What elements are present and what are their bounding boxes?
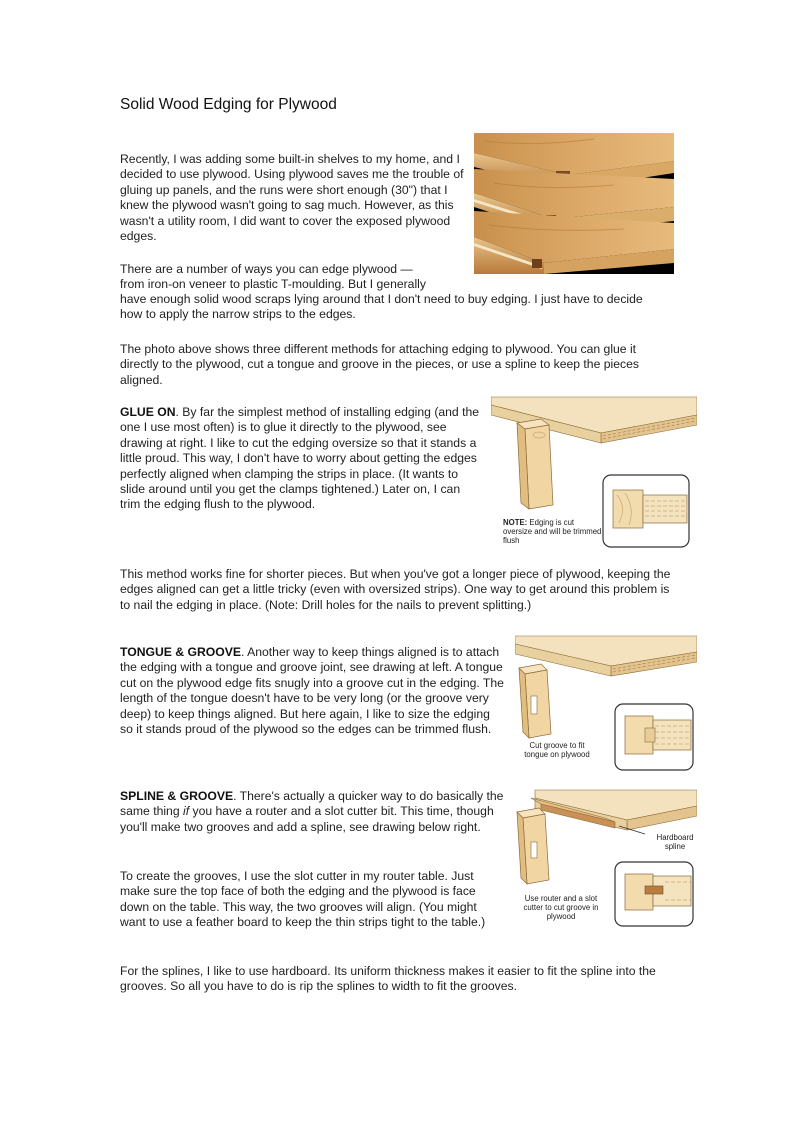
tongue-groove-caption: Cut groove to fit tongue on plywood: [524, 741, 590, 759]
tongue-groove-heading: TONGUE & GROOVE: [120, 645, 241, 659]
glue-on-heading: GLUE ON: [120, 405, 176, 419]
spline-groove-text-a: . There's actually a quicker way to do basically the same thing: [120, 789, 504, 819]
glue-on-text: . By far the simplest method of installing edging (and the one I use most often) is to glue it directly to the plywood, see drawing at right. I like to cut the edging oversize so that it stands a little proud. This way, I don't have to worry about getting the edges perfectly aligned when clamping the strips in place. (It wants to slide around until you get the clamps tightened.) Later on, I can trim the edging flush to the plywood.: [120, 405, 480, 512]
spline-groove-paragraph-3: For the splines, I like to use hardboard. Its uniform thickness makes it easier to fit the spline into the grooves. So all you have to do is rip the splines to width to fit the grooves.: [120, 964, 656, 994]
page-title: Solid Wood Edging for Plywood: [120, 96, 337, 113]
intro-paragraph-2a: There are a number of ways you can edge plywood —: [120, 262, 413, 276]
spline-groove-caption: Use router and a slot cutter to cut groove in plywood: [523, 894, 599, 921]
tongue-groove-text: . Another way to keep things aligned is to attach the edging with a tongue and groove joint, see drawing at left. A tongue cut on the plywood edge fits snugly into a groove cut in the edging. The length of the tongue doesn't have to be very long (or the groove very deep) to keep things aligned. But here again, I like to size the edging so it stands proud of the plywood so the edges can be trimmed flush.: [120, 645, 504, 737]
spline-groove-heading: SPLINE & GROOVE: [120, 789, 234, 803]
intro-paragraph-3: The photo above shows three different methods for attaching edging to plywood. You can glue it directly to the plywood, cut a tongue and groove in the pieces, or use a spline to keep the pieces aligned.: [120, 342, 639, 387]
glue-on-followup-paragraph: This method works fine for shorter pieces. But when you've got a longer piece of plywood, keeping the edges aligned can get a little tricky (even with oversized strips). One way to get around this problem is to nail the edging in place. (Note: Drill holes for the nails to prevent splitting.): [120, 567, 671, 612]
plywood-edging-photo: [474, 133, 674, 274]
hardboard-spline-label: Hardboard spline: [656, 833, 694, 851]
glue-on-note: [503, 518, 603, 545]
spline-groove-text-em: if: [183, 804, 190, 819]
glue-on-paragraph: [120, 405, 482, 513]
glue-on-note-label: NOTE:: [503, 518, 528, 527]
intro-paragraph-2b: from iron-on veneer to plastic T-moulding. But I generally: [120, 277, 426, 291]
tongue-groove-paragraph: [120, 645, 505, 737]
spline-groove-paragraph-2: To create the grooves, I use the slot cutter in my router table. Just make sure the top face of both the edging and the plywood is face down on the table. This way, the two grooves will align. (You might want to use a feather board to keep the thin strips tight to the table.): [120, 869, 486, 930]
intro-paragraph-2c: have enough solid wood scraps lying around that I don't need to buy edging. I just have to decide how to apply the narrow strips to the edges.: [120, 292, 643, 322]
spline-groove-paragraph: [120, 789, 505, 835]
intro-paragraph-1: Recently, I was adding some built-in shelves to my home, and I decided to use plywood. Using plywood saves me the trouble of gluing up panels, and the runs were short enough (30") that I knew the plywood wasn't going to sag much. However, as this wasn't a utility room, I did want to cover the exposed plywood edges.: [120, 152, 464, 244]
spline-groove-text-b: you have a router and a slot cutter bit. This time, though you'll make two grooves and add a spline, see drawing below right.: [120, 804, 494, 834]
glue-on-note-text: Edging is cut oversize and will be trimmed flush: [503, 518, 602, 545]
